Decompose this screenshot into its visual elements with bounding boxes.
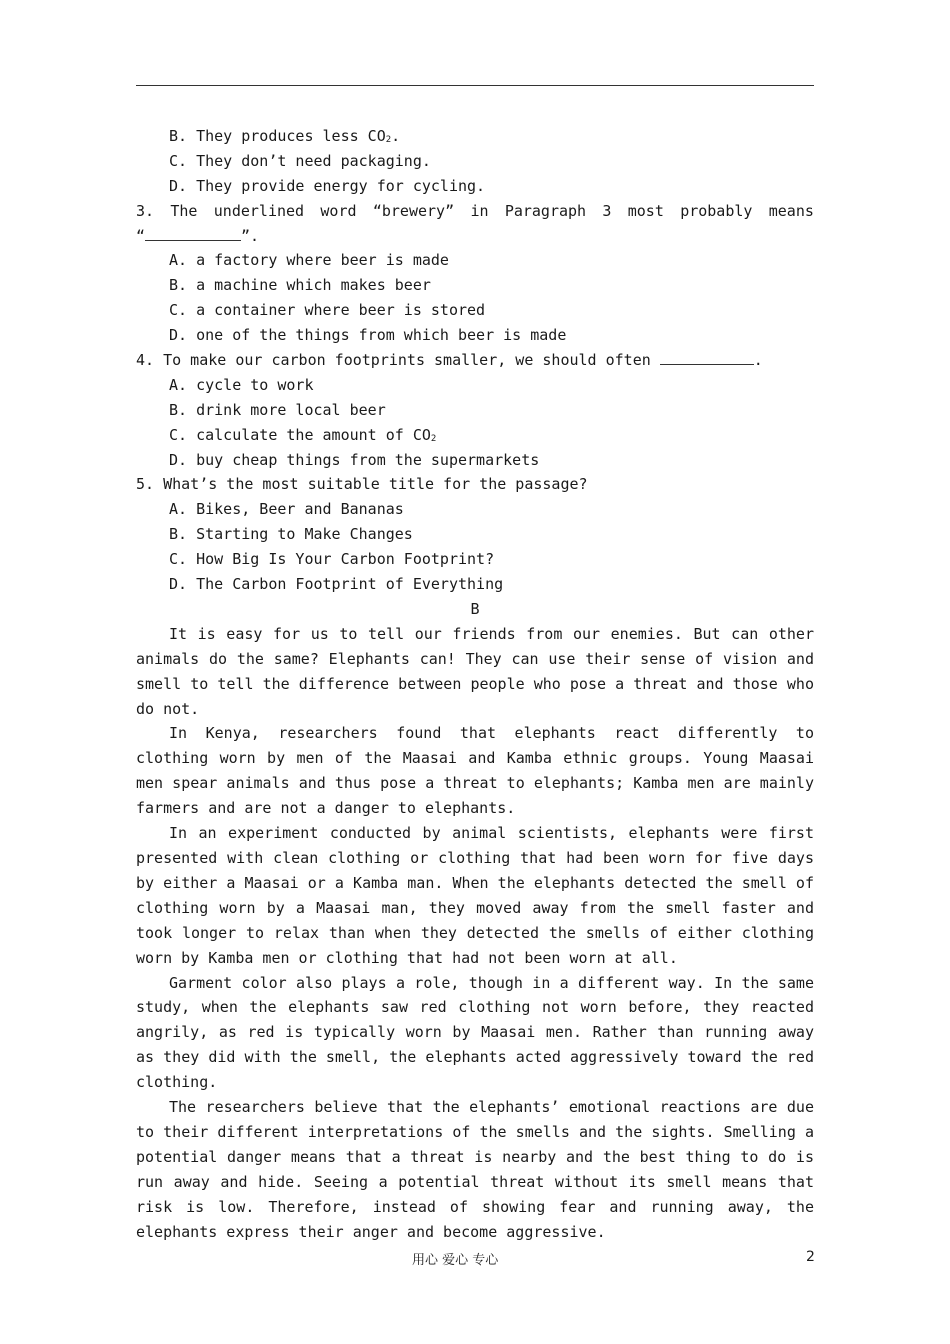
q5-option-b: B. Starting to Make Changes <box>169 525 413 544</box>
page-content <box>136 124 814 1244</box>
passage-paragraph: Garment color also plays a role, though in a different way. In the same study, when the elephants saw red clothing not worn before, they reacted angrily, as red is typically worn by Maasai men. Rather than running away as they did with the smell, the elephants acted aggressively toward the red clothing. <box>136 973 814 1092</box>
q3-option-d: D. one of the things from which beer is made <box>169 326 567 345</box>
q4-stem: 4. To make our carbon footprints smaller, we should often . <box>136 348 814 373</box>
passage <box>136 622 814 1245</box>
q3-option-b: B. a machine which makes beer <box>169 276 431 295</box>
q4-option-b: B. drink more local beer <box>169 400 386 419</box>
q5-stem: 5. What’s the most suitable title for the passage? <box>136 475 588 494</box>
q4-option-a: A. cycle to work <box>169 375 314 394</box>
q4-option-c: C. calculate the amount of $CO_2$ <box>169 425 437 444</box>
footer-motto: 用心 爱心 专心 <box>412 1253 499 1268</box>
q5-option-d: D. The Carbon Footprint of Everything <box>169 575 504 594</box>
section-heading: B <box>470 599 480 618</box>
q5-option-a: A. Bikes, Beer and Bananas <box>169 500 404 519</box>
passage-paragraph: It is easy for us to tell our friends from our enemies. But can other animals do the same? Elephants can! They can use their sense of vision and smell to tell the difference between people who pose a threat and those who do not. <box>136 624 814 718</box>
q3-option-c: C. a container where beer is stored <box>169 301 486 320</box>
q3-stem: 3. The underlined word “brewery” in Paragraph 3 most probably means <box>136 201 814 220</box>
passage-paragraph: In Kenya, researchers found that elephants react differently to clothing worn by men of the Maasai and Kamba ethnic groups. Young Maasai men spear animals and thus pose a threat to elephants; Kamba men are mainly farmers and are not a danger to elephants. <box>136 724 814 818</box>
page-number: 2 <box>806 1249 815 1265</box>
q3-option-a: A. a factory where beer is made <box>169 251 449 270</box>
q5-option-c: C. How Big Is Your Carbon Footprint? <box>169 550 495 569</box>
q4-option-d: D. buy cheap things from the supermarkets <box>169 450 540 469</box>
q2-option-c: C. They don’t need packaging. <box>169 151 431 170</box>
q3-blank-line: “ ”. <box>136 224 814 249</box>
q2-option-b: B. They produces less $CO_2$. <box>169 127 401 145</box>
q2-option-d: D. They provide energy for cycling. <box>169 176 486 195</box>
answer-blank <box>145 224 241 241</box>
passage-paragraph: The researchers believe that the elephants’ emotional reactions are due to their different interpretations of the smells and the sights. Smelling a potential danger means that a threat is nearby and the best thing to do is run away and hide. Seeing a potential threat without its smell means that risk is low. Therefore, instead of showing fear and running away, the elephants express their anger and become aggressive. <box>136 1098 814 1241</box>
passage-paragraph: In an experiment conducted by animal scientists, elephants were first presented with clean clothing or clothing that had been worn for five days by either a Maasai or a Kamba man. When the elephants detected the smell of clothing worn by a Maasai man, they moved away from the smell faster and took longer to relax than when they detected the smells of either clothing worn by Kamba men or clothing that had not been worn at all. <box>136 824 814 967</box>
answer-blank <box>660 348 754 365</box>
header-rule <box>136 85 814 86</box>
